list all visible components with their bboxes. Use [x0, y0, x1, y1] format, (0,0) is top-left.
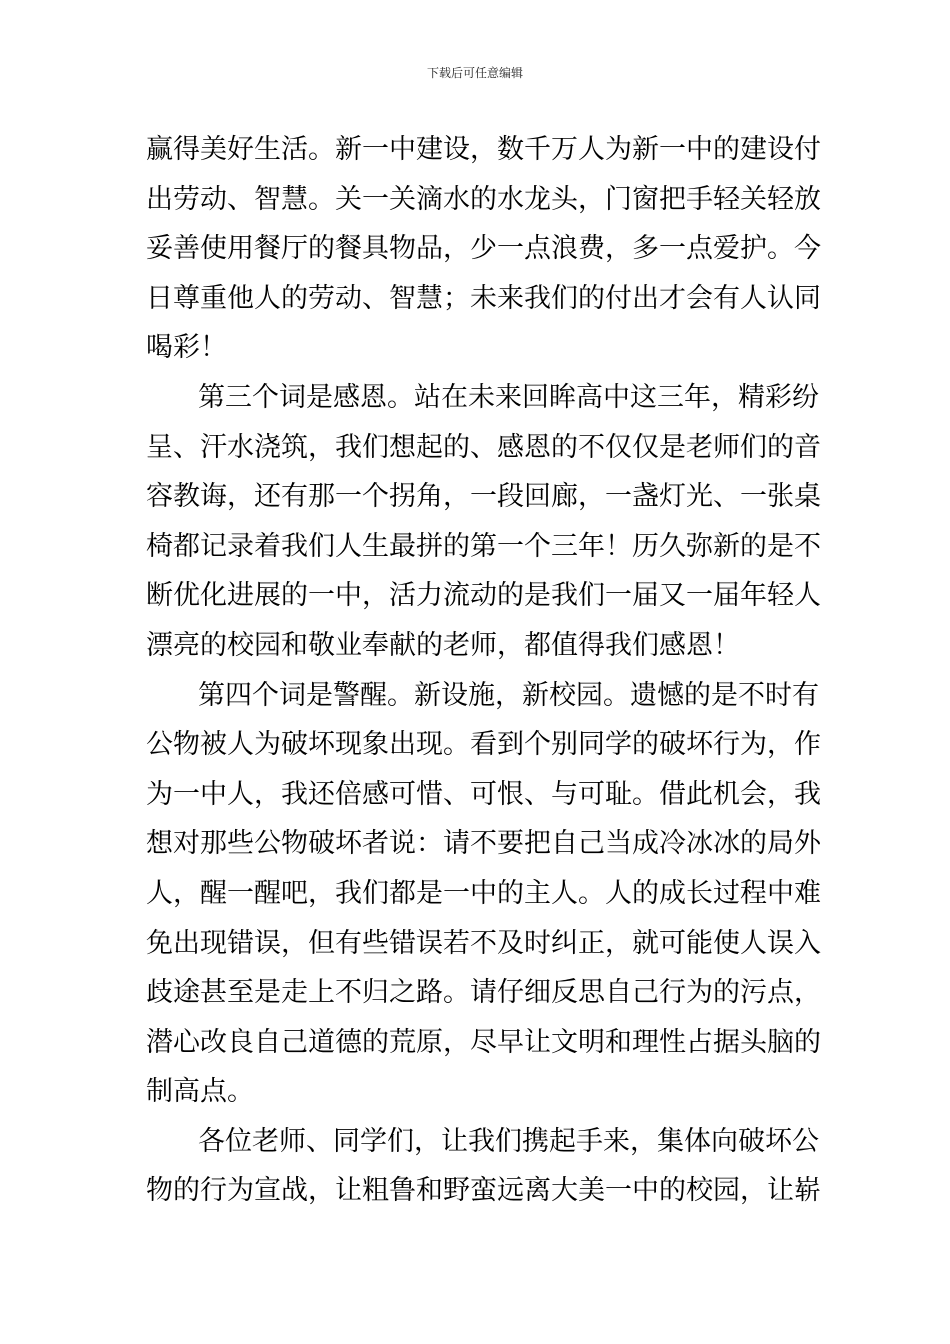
text-line: 椅都记录着我们人生最拼的第一个三年！历久弥新的是不 [146, 530, 821, 562]
text-line: 第四个词是警醒。新设施，新校园。遗憾的是不时有 [198, 679, 819, 711]
text-line: 歧途甚至是走上不归之路。请仔细反思自己行为的污点， [146, 977, 821, 1009]
text-line: 第三个词是感恩。站在未来回眸高中这三年，精彩纷 [198, 381, 819, 413]
text-line: 公物被人为破坏现象出现。看到个别同学的破坏行为，作 [146, 729, 821, 761]
paragraph [146, 671, 821, 1117]
paragraph [146, 1117, 821, 1216]
text-line: 呈、汗水浇筑，我们想起的、感恩的不仅仅是老师们的音 [146, 431, 821, 463]
text-line: 各位老师、同学们，让我们携起手来，集体向破坏公 [198, 1125, 819, 1157]
text-line: 想对那些公物破坏者说：请不要把自己当成冷冰冰的局外 [146, 828, 821, 860]
paragraph [146, 373, 821, 671]
paragraph [146, 125, 821, 373]
text-line: 出劳动、智慧。关一关滴水的水龙头，门窗把手轻关轻放 [146, 183, 821, 215]
text-line: 妥善使用餐厅的餐具物品，少一点浪费，多一点爱护。今 [146, 233, 821, 265]
text-line: 免出现错误，但有些错误若不及时纠正，就可能使人误入 [146, 927, 821, 959]
text-line: 漂亮的校园和敬业奉献的老师，都值得我们感恩！ [146, 629, 740, 661]
text-line: 喝彩！ [146, 332, 227, 364]
text-line: 赢得美好生活。新一中建设，数千万人为新一中的建设付 [146, 134, 821, 165]
text-line: 物的行为宣战，让粗鲁和野蛮远离大美一中的校园，让崭 [146, 1175, 821, 1207]
text-line: 潜心改良自己道德的荒原，尽早让文明和理性占据头脑的 [146, 1026, 821, 1058]
text-line: 为一中人，我还倍感可惜、可恨、与可耻。借此机会，我 [146, 778, 821, 810]
page-header: 下载后可任意编辑 [426, 66, 523, 80]
text-line: 容教诲，还有那一个拐角，一段回廊，一盏灯光、一张桌 [146, 481, 821, 513]
document-body [146, 125, 821, 1216]
text-line: 人，醒一醒吧，我们都是一中的主人。人的成长过程中难 [146, 877, 821, 909]
text-line: 断优化进展的一中，活力流动的是我们一届又一届年轻人 [146, 580, 821, 612]
text-line: 日尊重他人的劳动、智慧；未来我们的付出才会有人认同 [146, 282, 821, 314]
text-line: 制高点。 [146, 1076, 254, 1108]
